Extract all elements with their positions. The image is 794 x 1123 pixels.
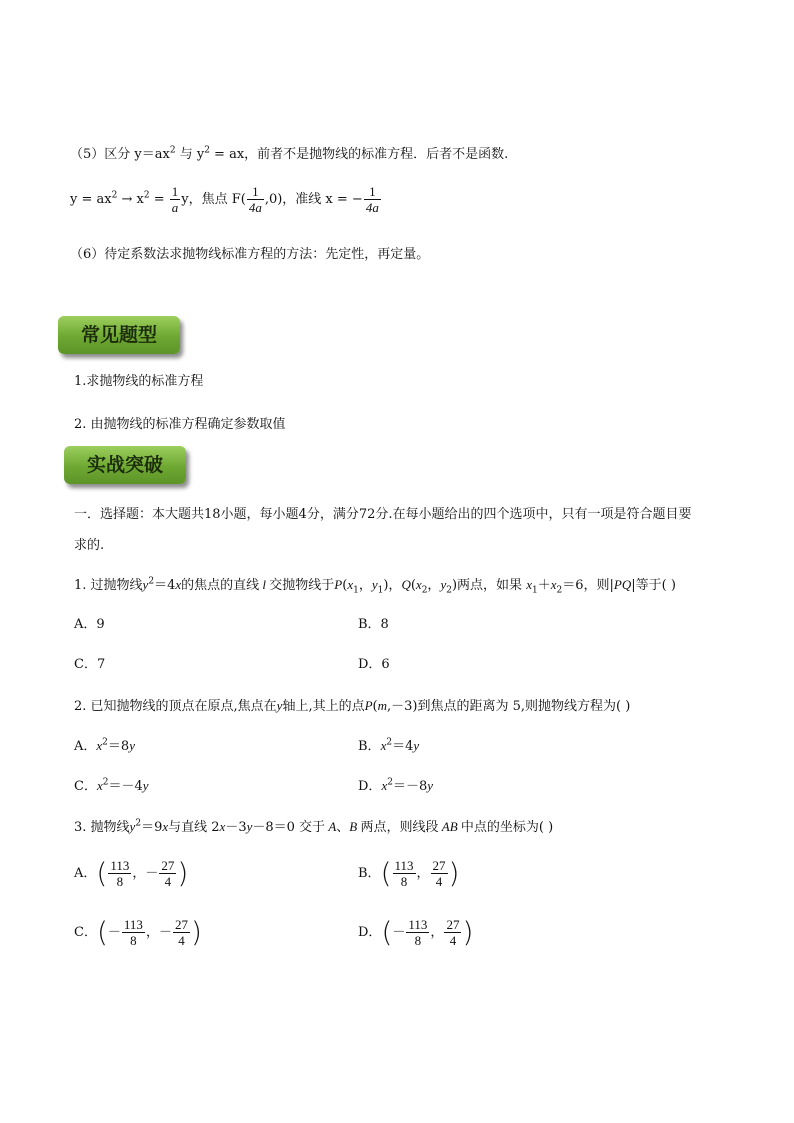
question-1-option-b: B．8 [358,617,389,632]
question-3-stem: 3. 抛物线$y^2=9x$与直线 2x－3y－8＝0 交于 A、B 两点，则线段 AB 中点的坐标为( ) [74,818,554,835]
question-1-option-d: D．6 [358,657,390,672]
question-2-stem: 2. 已知抛物线的顶点在原点,焦点在y轴上,其上的点P(m,－3)到焦点的距离为 5,则抛物线方程为( ) [74,698,631,714]
question-3-option-b: B．( $\frac{113}{8}$ ， $\frac{27}{4}$ ) [358,856,460,890]
fraction-1-over-a: $\frac{1}{a}$ [171,184,179,215]
fraction-neg-1-over-4a: $\frac{1}{4a}$ [365,184,379,215]
question-2-option-b: B．$x^2=4y$ [358,737,420,754]
badge-practice: 实战突破 [64,446,186,484]
question-3-option-c: C．(－ $\frac{113}{8}$ ，－ $\frac{27}{4}$ ) [74,915,202,949]
badge-common-types: 常见题型 [58,316,180,354]
question-3-option-a: A．( $\frac{113}{8}$ ，－ $\frac{27}{4}$ ) [74,856,189,890]
fraction-1-over-4a: $\frac{1}{4a}$ [248,184,262,215]
type-item-1: 1.求抛物线的标准方程 [74,374,204,389]
section-6-line: （6）待定系数法求抛物线标准方程的方法：先定性，再定量。 [70,247,430,262]
section-5-line: （5）区分 $y=ax^2$ 与 $y^2$ = ax，前者不是抛物线的标准方程．后者不是函数. [70,145,509,162]
question-1-stem: 1. 过抛物线$y^2=4x$的焦点的直线 l 交抛物线于$P(x_1$，$y_1$)，$Q(x_2$，$y_2$)两点，如果 $x_1+x_2=6$，则|PQ|等于( ) [74,576,676,596]
question-1-option-c: C．7 [74,657,106,672]
intro-line-1: 一．选择题：本大题共18小题，每小题4分，满分72分.在每小题给出的四个选项中，只有一项是符合题目要 [74,507,692,522]
question-1-option-a: A．9 [74,617,105,632]
section-5-formula: $y = ax^2 \to x^2$ = $\frac{1}{a}$ y，焦点 F( $\frac{1}{4a}$ ,0)，准线 x = − $\frac{1}{4a}$ [70,184,379,215]
intro-line-2: 求的. [74,538,105,553]
question-2-option-d: D．$x^2=-8y$ [358,777,434,794]
question-2-option-a: A．$x^2=8y$ [74,737,135,754]
question-2-option-c: C．$x^2=-4y$ [74,777,149,794]
question-3-option-d: D．(－ $\frac{113}{8}$ ， $\frac{27}{4}$ ) [358,915,474,949]
type-item-2: 2. 由抛物线的标准方程确定参数取值 [74,417,286,432]
